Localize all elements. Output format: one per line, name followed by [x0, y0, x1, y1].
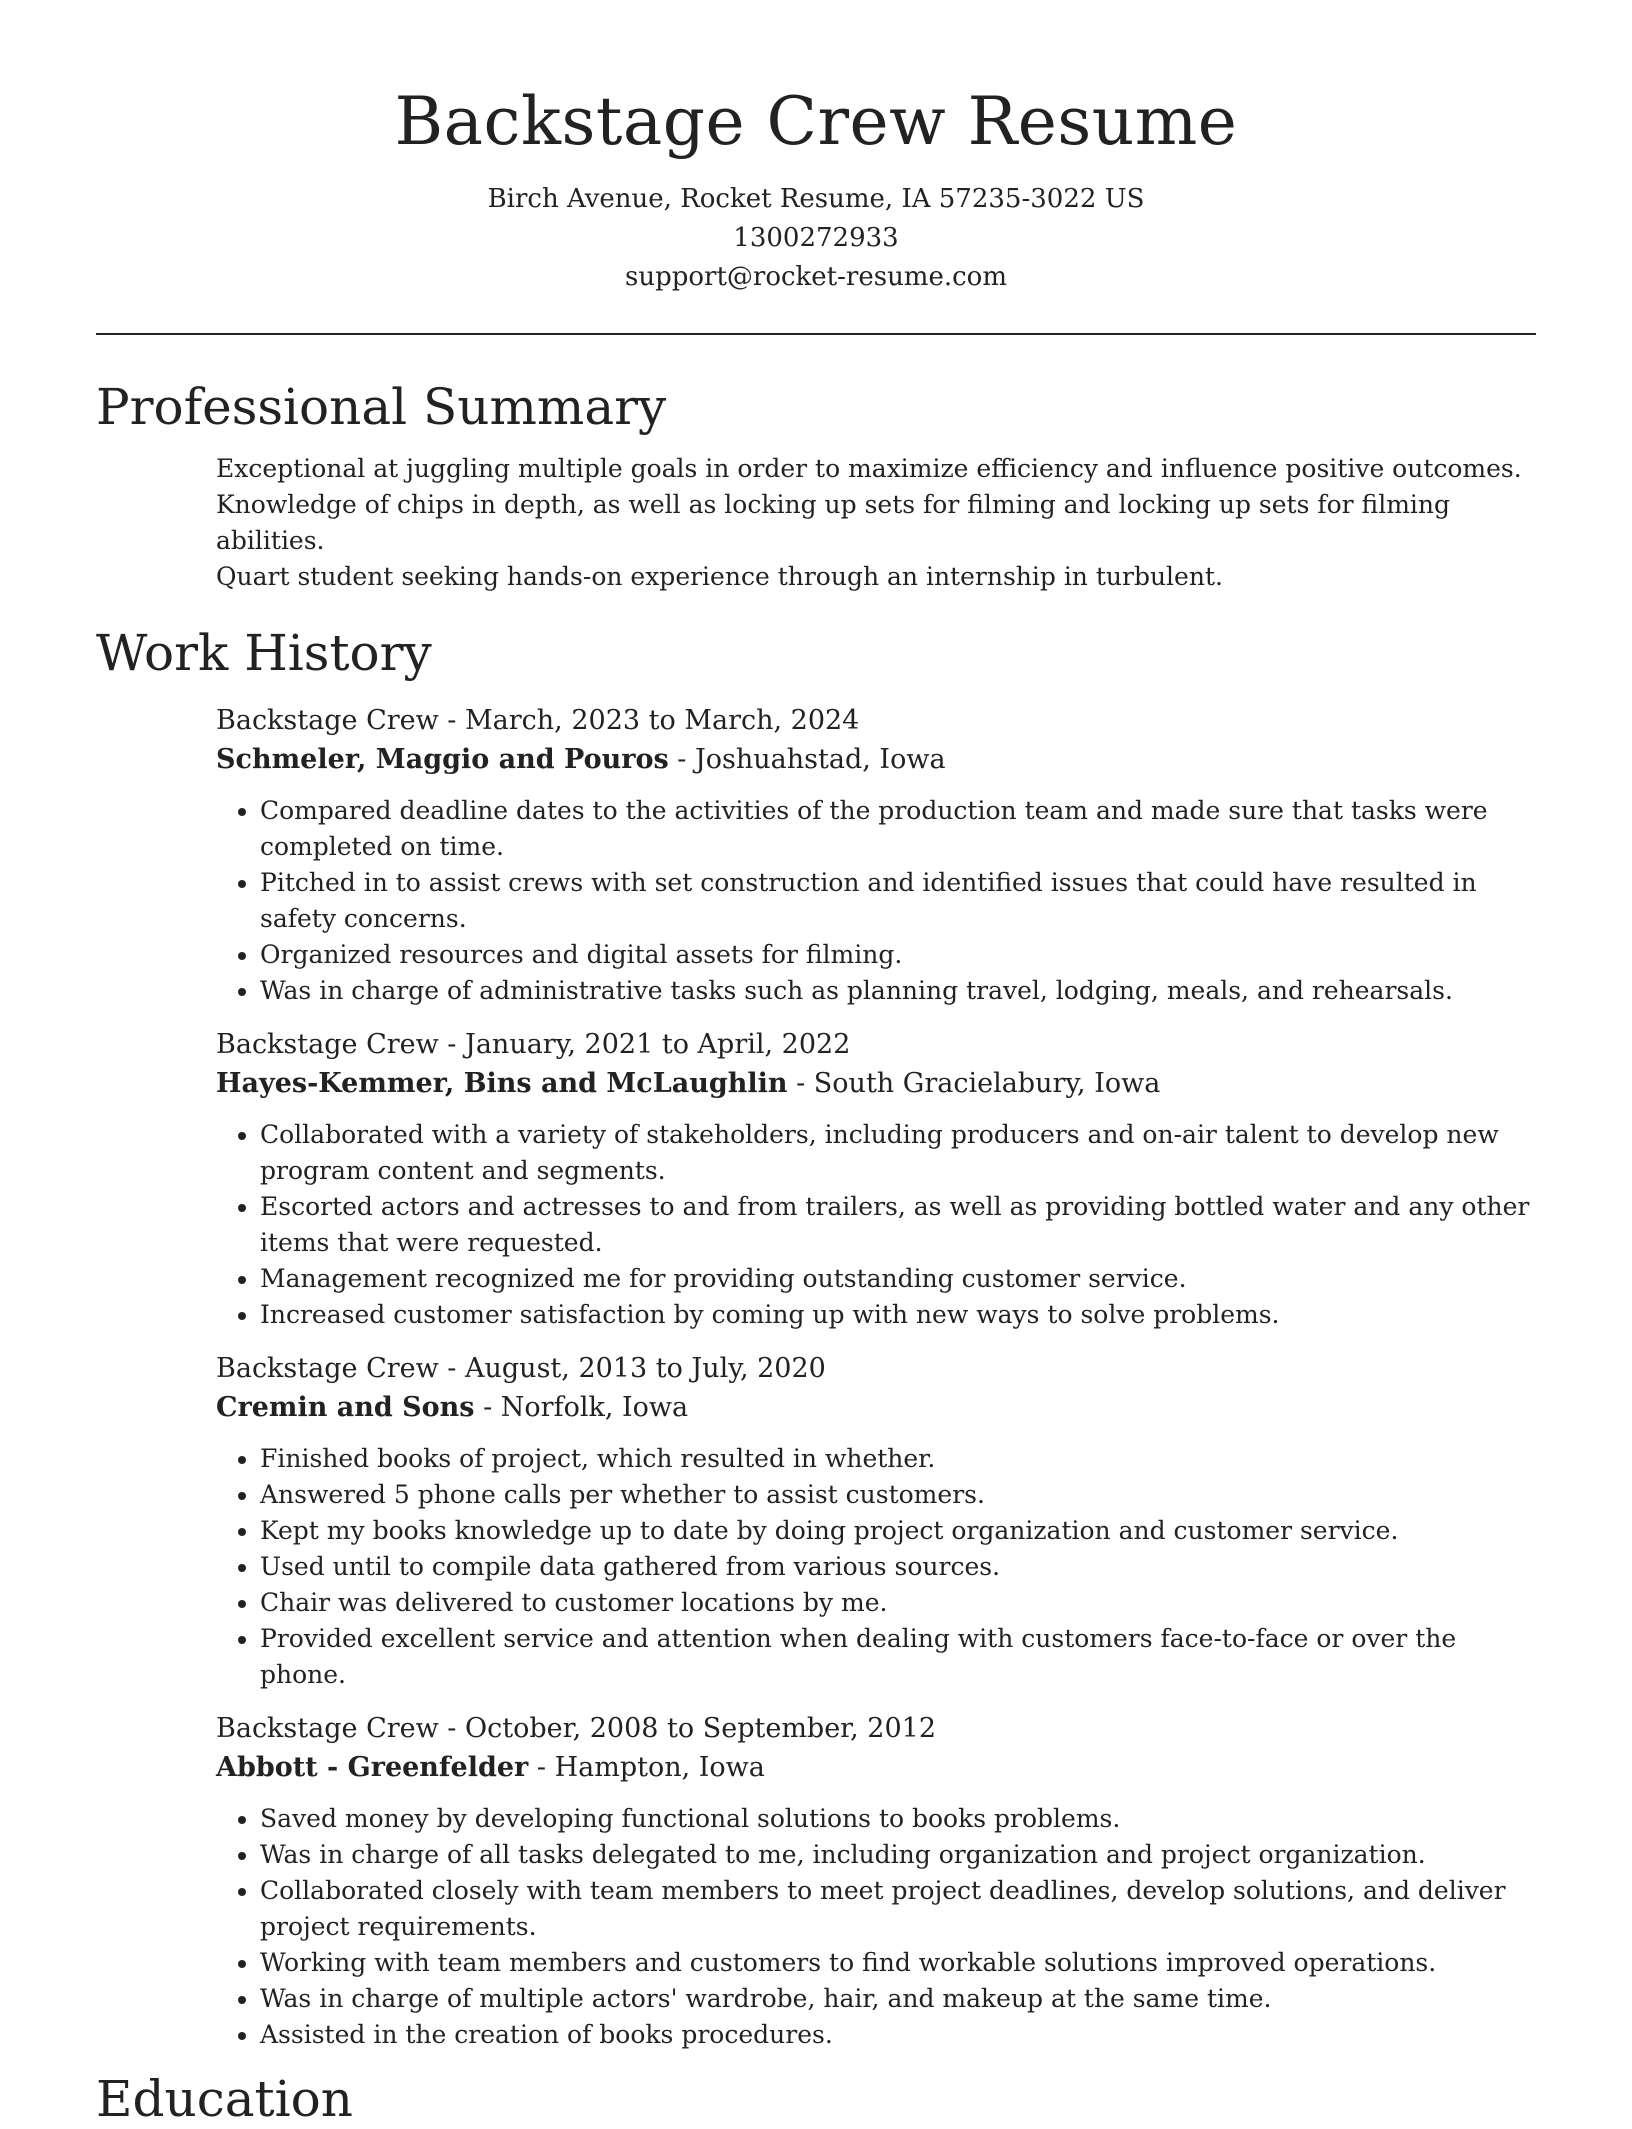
resume-page — [96, 0, 1536, 2129]
header-divider — [96, 333, 1536, 335]
job-duties-list — [216, 1801, 1536, 2053]
job-company: Abbott - Greenfelder — [216, 1751, 529, 1783]
job-entry — [216, 1709, 1536, 2053]
email-address: support@rocket-resume.com — [624, 261, 1007, 292]
job-duty: • Provided excellent service and attention when dealing with customers face-to-face or over the phone. — [260, 1621, 1536, 1693]
job-duty: • Assisted in the creation of books procedures. — [260, 2017, 1536, 2053]
job-company: Cremin and Sons — [216, 1391, 475, 1423]
job-duty: • Was in charge of all tasks delegated to me, including organization and project organization. — [260, 1837, 1536, 1873]
job-company-location — [216, 1388, 1536, 1427]
job-duties-list — [216, 793, 1536, 1009]
job-duty: • Saved money by developing functional solutions to books problems. — [260, 1801, 1536, 1837]
job-duty: • Pitched in to assist crews with set construction and identified issues that could have resulted in safety concerns. — [260, 865, 1536, 937]
job-duty: • Organized resources and digital assets for filming. — [260, 937, 1536, 973]
job-duty: • Collaborated with a variety of stakeholders, including producers and on-air talent to develop new program content and segments. — [260, 1117, 1536, 1189]
job-company: Schmeler, Maggio and Pouros — [216, 743, 669, 775]
job-duty: • Compared deadline dates to the activities of the production team and made sure that tasks were completed on time. — [260, 793, 1536, 865]
job-company-location — [216, 740, 1536, 779]
job-duty: • Finished books of project, which resulted in whether. — [260, 1441, 1536, 1477]
job-duty: • Increased customer satisfaction by coming up with new ways to solve problems. — [260, 1297, 1536, 1333]
job-duty: • Was in charge of administrative tasks such as planning travel, lodging, meals, and rehearsals. — [260, 973, 1536, 1009]
job-location: - Hampton, Iowa — [528, 1751, 765, 1783]
job-duty: • Working with team members and customers to find workable solutions improved operations. — [260, 1945, 1536, 1981]
professional-summary-section — [96, 377, 1536, 595]
job-duty: • Used until to compile data gathered from various sources. — [260, 1549, 1536, 1585]
job-entry — [216, 1349, 1536, 1693]
summary-line: Quart student seeking hands-on experience through an internship in turbulent. — [216, 561, 1223, 591]
job-company-location — [216, 1748, 1536, 1787]
job-location: - Norfolk, Iowa — [474, 1391, 689, 1423]
job-entry — [216, 1025, 1536, 1333]
summary-text — [216, 451, 1536, 595]
job-duty: • Management recognized me for providing outstanding customer service. — [260, 1261, 1536, 1297]
job-duty: • Was in charge of multiple actors' wardrobe, hair, and makeup at the same time. — [260, 1981, 1536, 2017]
job-duties-list — [216, 1441, 1536, 1693]
job-duty: • Kept my books knowledge up to date by doing project organization and customer service. — [260, 1513, 1536, 1549]
education-section — [96, 2069, 1536, 2129]
job-duty: • Collaborated closely with team members to meet project deadlines, develop solutions, and deliver project requirements. — [260, 1873, 1536, 1945]
summary-line: Exceptional at juggling multiple goals in order to maximize efficiency and influence positive outcomes. — [216, 453, 1522, 483]
address: Birch Avenue, Rocket Resume, IA 57235-3022 US — [487, 183, 1145, 214]
job-title-dates: Backstage Crew - August, 2013 to July, 2020 — [216, 1352, 826, 1384]
job-entry — [216, 701, 1536, 1009]
job-title-dates: Backstage Crew - March, 2023 to March, 2024 — [216, 704, 860, 736]
section-heading-education: Education — [96, 2069, 353, 2128]
resume-header — [96, 0, 1536, 297]
section-heading-professional-summary: Professional Summary — [96, 377, 667, 436]
resume-title: Backstage Crew Resume — [394, 83, 1238, 160]
job-location: - South Gracielabury, Iowa — [787, 1067, 1161, 1099]
job-duty: • Escorted actors and actresses to and from trailers, as well as providing bottled water and any other items that were requested. — [260, 1189, 1536, 1261]
job-title-dates: Backstage Crew - January, 2021 to April, 2022 — [216, 1028, 851, 1060]
job-company-location — [216, 1064, 1536, 1103]
job-duty: • Chair was delivered to customer locations by me. — [260, 1585, 1536, 1621]
job-title-dates: Backstage Crew - October, 2008 to September, 2012 — [216, 1712, 936, 1744]
job-company: Hayes-Kemmer, Bins and McLaughlin — [216, 1067, 788, 1099]
work-history-section — [96, 623, 1536, 2053]
phone-number: 1300272933 — [733, 222, 899, 253]
job-duty: • Answered 5 phone calls per whether to assist customers. — [260, 1477, 1536, 1513]
job-duties-list — [216, 1117, 1536, 1333]
summary-line: Knowledge of chips in depth, as well as locking up sets for filming and locking up sets for filming abilities. — [216, 489, 1451, 555]
job-location: - Joshuahstad, Iowa — [668, 743, 946, 775]
section-heading-work-history: Work History — [96, 623, 432, 682]
